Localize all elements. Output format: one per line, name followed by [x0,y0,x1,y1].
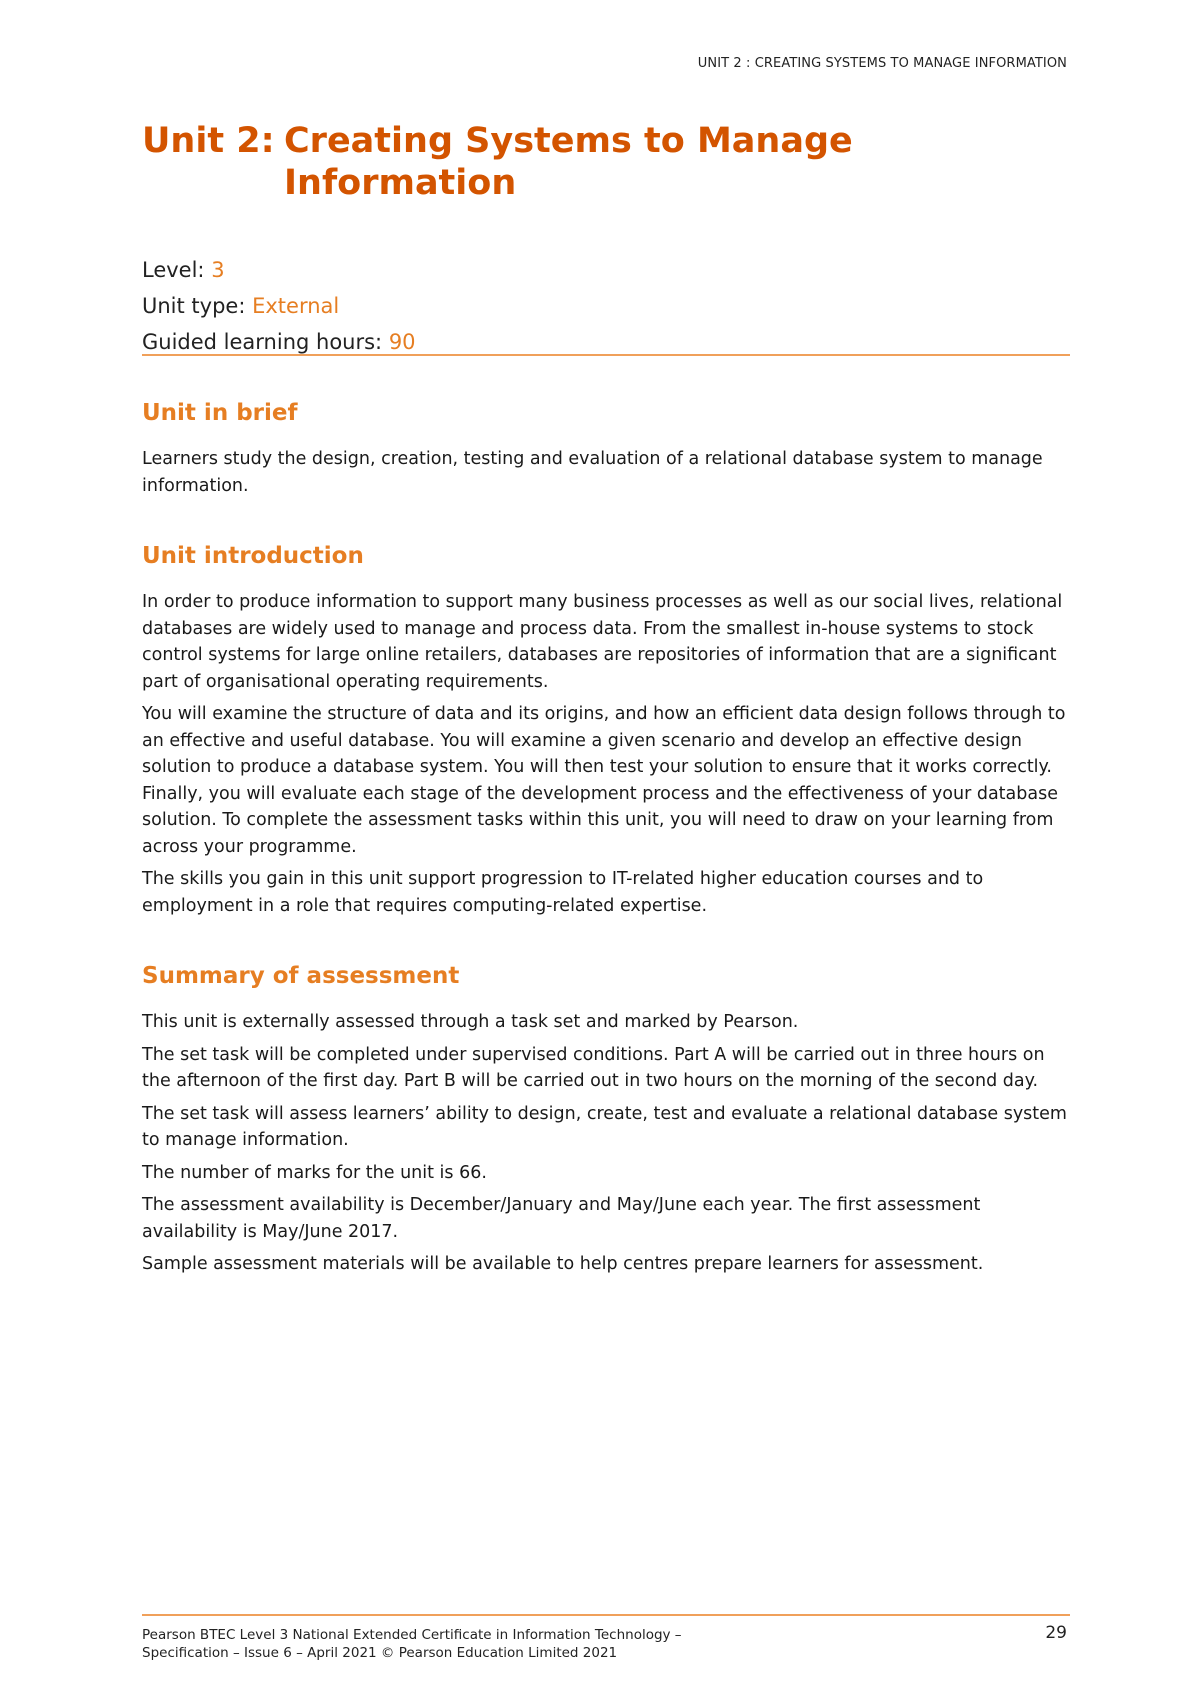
running-header: UNIT 2 : CREATING SYSTEMS TO MANAGE INFORMATION [697,56,1067,71]
section-unit-introduction [142,543,1070,919]
footer-line: Pearson BTEC Level 3 National Extended Certificate in Information Technology – [142,1627,682,1643]
section-summary-of-assessment [142,963,1070,1278]
meta-value: External [252,294,340,318]
title-unit-number: Unit 2: [142,121,275,161]
meta-value: 3 [211,258,225,282]
paragraph: The set task will assess learners’ ability to design, create, test and evaluate a relational database system to manage information. [142,1103,1067,1150]
paragraph: In order to produce information to support many business processes as well as our social lives, relational databases are widely used to manage and process data. From the smallest in-house systems to stock control systems for large online retailers, databases are repositories of information that are a significant part of organisational operating requirements. [142,592,1063,692]
paragraph: Sample assessment materials will be available to help centres prepare learners for assessment. [142,1254,984,1274]
footer-text [142,1626,682,1662]
meta-label: Guided learning hours: [142,330,389,354]
section-heading: Unit in brief [142,400,298,426]
title-text: Creating Systems to Manage Information [284,121,853,203]
paragraph: Learners study the design, creation, testing and evaluation of a relational database system to manage information. [142,449,1043,496]
page-number: 29 [1045,1623,1067,1643]
footer-line: Specification – Issue 6 – April 2021 © Pearson Education Limited 2021 [142,1645,618,1661]
footer-divider [142,1614,1070,1616]
page-title [142,120,1070,204]
meta-label: Unit type: [142,294,253,318]
meta-divider [142,354,1070,356]
paragraph: The set task will be completed under supervised conditions. Part A will be carried out in three hours on the afternoon of the first day. Part B will be carried out in two hours on the morning of the second day. [142,1044,1045,1091]
paragraph: The skills you gain in this unit support progression to IT-related higher education courses and to employment in a role that requires computing-related expertise. [142,869,984,916]
meta-value: 90 [388,330,416,354]
paragraph: The assessment availability is December/January and May/June each year. The first assessment availability is May/June 2017. [142,1195,981,1242]
meta-level [142,252,1070,288]
unit-meta [142,252,1070,360]
paragraph: You will examine the structure of data and its origins, and how an efficient data design follows through to an effective and useful database. You will examine a given scenario and develop an effective design solution to produce a database system. You will then test your solution to ensure that it works correctly. Finally, you will evaluate each stage of the development process and the effectiveness of your database solution. To complete the assessment tasks within this unit, you will need to draw on your learning from across your programme. [142,704,1066,857]
paragraph: The number of marks for the unit is 66. [142,1162,487,1183]
section-heading: Unit introduction [142,543,364,569]
meta-unit-type [142,288,1070,324]
section-unit-in-brief [142,400,1070,499]
section-heading: Summary of assessment [142,963,460,989]
paragraph: This unit is externally assessed through a task set and marked by Pearson. [142,1012,799,1032]
meta-label: Level: [142,258,212,282]
